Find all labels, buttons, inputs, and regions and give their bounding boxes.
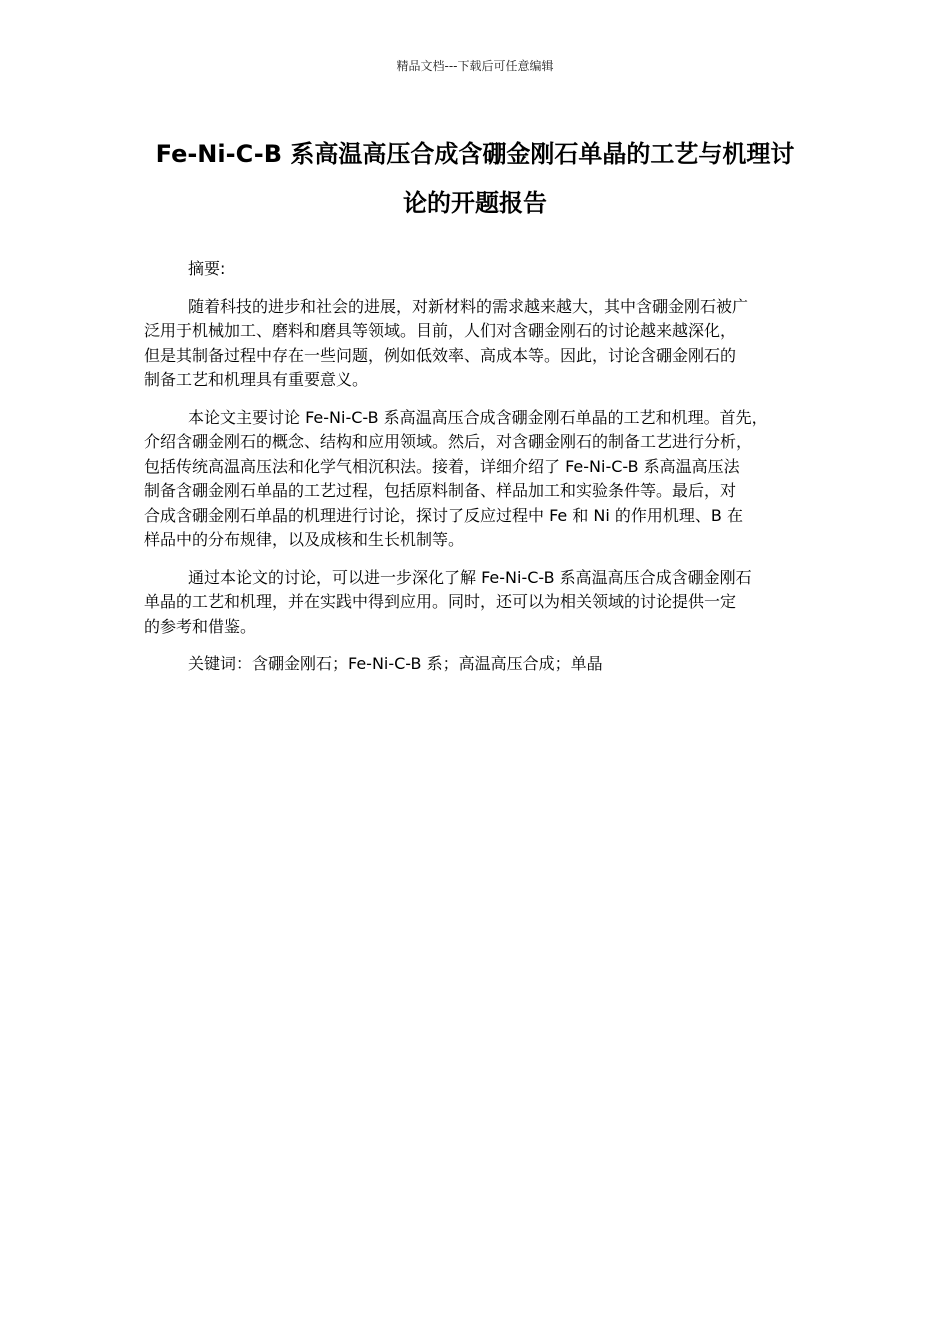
paragraph-line: 样品中的分布规律，以及成核和生长机制等。 (144, 530, 465, 549)
body-paragraph-2 (144, 406, 816, 553)
paragraph-line: 介绍含硼金刚石的概念、结构和应用领域。然后，对含硼金刚石的制备工艺进行分析， (144, 432, 753, 451)
title-line: 论的开题报告 (403, 189, 547, 217)
paragraph-line: 制备含硼金刚石单晶的工艺过程，包括原料制备、样品加工和实验条件等。最后，对 (144, 481, 737, 500)
title-line: Fe-Ni-C-B 系高温高压合成含硼金刚石单晶的工艺与机理讨 (155, 140, 795, 168)
body-paragraph-3 (144, 566, 816, 640)
paragraph-line: 单晶的工艺和机理，并在实践中得到应用。同时，还可以为相关领域的讨论提供一定 (144, 592, 737, 611)
body-paragraph-1 (144, 295, 816, 393)
paragraph-line: 通过本论文的讨论，可以进一步深化了解 Fe-Ni-C-B 系高温高压合成含硼金刚石 (188, 567, 752, 587)
abstract-label: 摘要: (188, 259, 226, 278)
paragraph-line: 随着科技的进步和社会的进展，对新材料的需求越来越大，其中含硼金刚石被广 (188, 296, 749, 316)
keywords-paragraph (144, 652, 816, 677)
document-title (140, 133, 810, 231)
document-body (144, 257, 816, 690)
paragraph-line: 泛用于机械加工、磨料和磨具等领域。目前，人们对含硼金刚石的讨论越来越深化， (144, 321, 737, 340)
paragraph-line: 本论文主要讨论 Fe-Ni-C-B 系高温高压合成含硼金刚石单晶的工艺和机理。首先， (188, 407, 768, 427)
paragraph-line: 制备工艺和机理具有重要意义。 (144, 370, 369, 389)
abstract-label-paragraph (144, 257, 816, 282)
paragraph-line: 合成含硼金刚石单晶的机理进行讨论，探讨了反应过程中 Fe 和 Ni 的作用机理、B 在 (144, 505, 743, 525)
header-note: 精品文档---下载后可任意编辑 (396, 59, 554, 73)
paragraph-line: 包括传统高温高压法和化学气相沉积法。接着，详细介绍了 Fe-Ni-C-B 系高温高压法 (144, 456, 740, 476)
keywords: 关键词：含硼金刚石；Fe-Ni-C-B 系；高温高压合成；单晶 (188, 654, 603, 673)
paragraph-line: 但是其制备过程中存在一些问题，例如低效率、高成本等。因此，讨论含硼金刚石的 (144, 345, 737, 365)
paragraph-line: 的参考和借鉴。 (144, 616, 257, 636)
